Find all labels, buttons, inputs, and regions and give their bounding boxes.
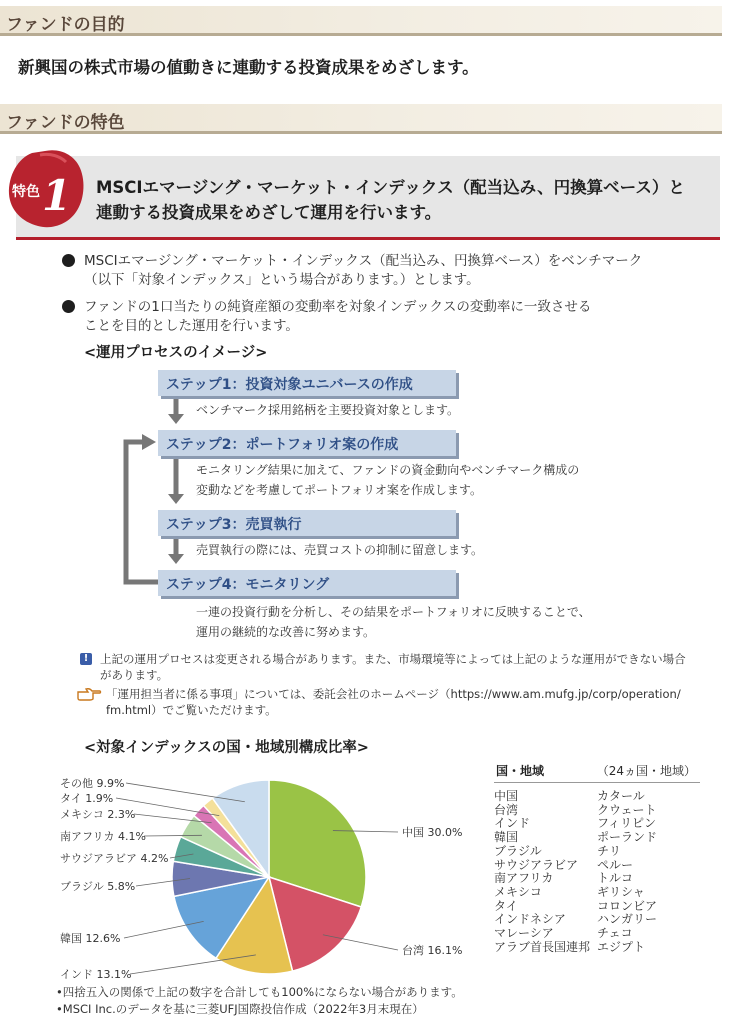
country-item: カタール [597,789,645,803]
bullet-line: MSCIエマージング・マーケット・インデックス（配当込み、円換算ベース）をベンチマーク [84,253,643,269]
feature-title-line1: MSCIエマージング・マーケット・インデックス（配当込み、円換算ベース）と [96,178,685,197]
purpose-section-header [0,6,722,36]
bullet-line: （以下「対象インデックス」という場合があります。）とします。 [84,272,480,288]
bullet-dot-icon [62,300,75,313]
pie-label: メキシコ 2.3% [60,808,136,821]
purpose-heading: ファンドの目的 [6,15,125,35]
pie-label: インド 13.1% [60,968,132,981]
country-item: コロンビア [597,898,658,913]
country-item: ブラジル [494,843,542,858]
country-item: タイ [494,898,518,913]
country-item: チリ [597,843,622,858]
step-description [196,540,483,560]
country-item: ギリシャ [597,884,645,899]
feature-badge [4,146,86,232]
country-item: マレーシア [494,926,554,941]
country-table [494,762,700,954]
step-label: ステップ1：投資対象ユニバースの作成 [166,377,413,393]
process-step-4 [158,570,456,596]
warning-note [100,651,720,683]
country-item: 南アフリカ [494,871,554,886]
country-item: インドネシア [494,912,566,927]
country-item: インド [494,816,531,831]
step-desc-line: ベンチマーク採用銘柄を主要投資対象とします。 [196,403,460,417]
step-desc-line: モニタリング結果に加えて、ファンドの資金動向やベンチマーク構成の [196,463,580,477]
footnote: •MSCI Inc.のデータを基に三菱UFJ国際投信作成（2022年3月末現在） [56,1002,424,1016]
country-item: 台湾 [494,802,519,817]
step-label: ステップ3：売買執行 [166,517,302,533]
badge-label: 特色 [12,184,40,200]
pie-label: ブラジル 5.8% [60,880,136,893]
link-note [106,686,722,718]
step-description [196,400,459,420]
note-line: 上記の運用プロセスは変更される場合があります。また、市場環境等によっては上記のような運用ができない場合 [100,652,686,666]
warning-icon: ! [80,653,92,665]
note-line: があります。 [100,668,169,682]
feature-title [96,175,716,225]
country-table-header [494,762,700,783]
country-column-2 [597,790,700,954]
country-item: ペルー [597,857,634,872]
feature-title-line2: 連動する投資成果をめざして運用を行います。 [96,203,442,222]
step-label: ステップ2：ポートフォリオ案の作成 [166,437,399,453]
country-item: トルコ [597,871,634,886]
step-desc-line: 一連の投資行動を分析し、その結果をポートフォリオに反映することで、 [196,605,591,619]
country-item: サウジアラビア [494,857,579,872]
country-item: アラブ首長国連邦 [494,939,591,954]
process-arrows [110,390,200,600]
feature-bullet [62,298,712,336]
country-item: ハンガリー [597,912,658,927]
table-header-left: 国・地域 [496,764,545,778]
note-line: fm.html）でご覧いただけます。 [106,703,277,717]
bullet-line: ことを目的とした運用を行います。 [84,318,299,334]
process-step-2 [158,430,456,456]
pointing-hand-icon [76,686,102,702]
pie-label: その他 9.9% [60,777,125,790]
features-heading: ファンドの特色 [6,113,125,133]
pie-label: サウジアラビア 4.2% [60,852,169,865]
step-desc-line: 運用の継続的な改善に努めます。 [196,625,376,639]
country-item: ポーランド [597,830,658,845]
table-header-right: （24ヵ国・地域） [596,764,696,778]
bullet-line: ファンドの1口当たりの純資産額の変動率を対象インデックスの変動率に一致させる [84,299,592,315]
process-step-1 [158,370,456,396]
step-description [196,460,579,500]
note-line: 「運用担当者に係る事項」については、委託会社のホームページ（https://www.am.mufg.jp/corp/operation/ [106,687,681,701]
footnote: •四捨五入の関係で上記の数字を合計しても100%にならない場合があります。 [56,985,463,999]
step-description [196,602,591,642]
country-item: クウェート [597,802,657,817]
country-item: 韓国 [494,830,519,845]
pie-label: 韓国 12.6% [60,932,121,945]
composition-pie-chart [0,760,490,984]
country-column-1 [494,790,597,954]
badge-number: 1 [42,171,72,220]
pie-label: 台湾 16.1% [402,944,463,957]
features-section-header [0,104,722,134]
chart-title: <対象インデックスの国・地域別構成比率> [84,740,369,756]
country-item: 中国 [494,789,519,803]
country-item: フィリピン [597,816,657,831]
process-step-3 [158,510,456,536]
step-label: ステップ4：モニタリング [166,577,330,593]
country-item: エジプト [597,939,646,954]
country-item: チェコ [597,926,633,941]
step-desc-line: 売買執行の際には、売買コストの抑制に留意します。 [196,543,484,557]
country-item: メキシコ [494,884,542,899]
step-desc-line: 変動などを考慮してポートフォリオ案を作成します。 [196,483,482,497]
purpose-text: 新興国の株式市場の値動きに連動する投資成果をめざします。 [18,58,479,77]
pie-label: 南アフリカ 4.1% [60,830,146,843]
bullet-dot-icon [62,254,75,267]
pie-label: タイ 1.9% [60,792,114,805]
pie-label: 中国 30.0% [402,826,463,839]
feature-bullet [62,252,712,290]
process-title: <運用プロセスのイメージ> [84,345,268,361]
